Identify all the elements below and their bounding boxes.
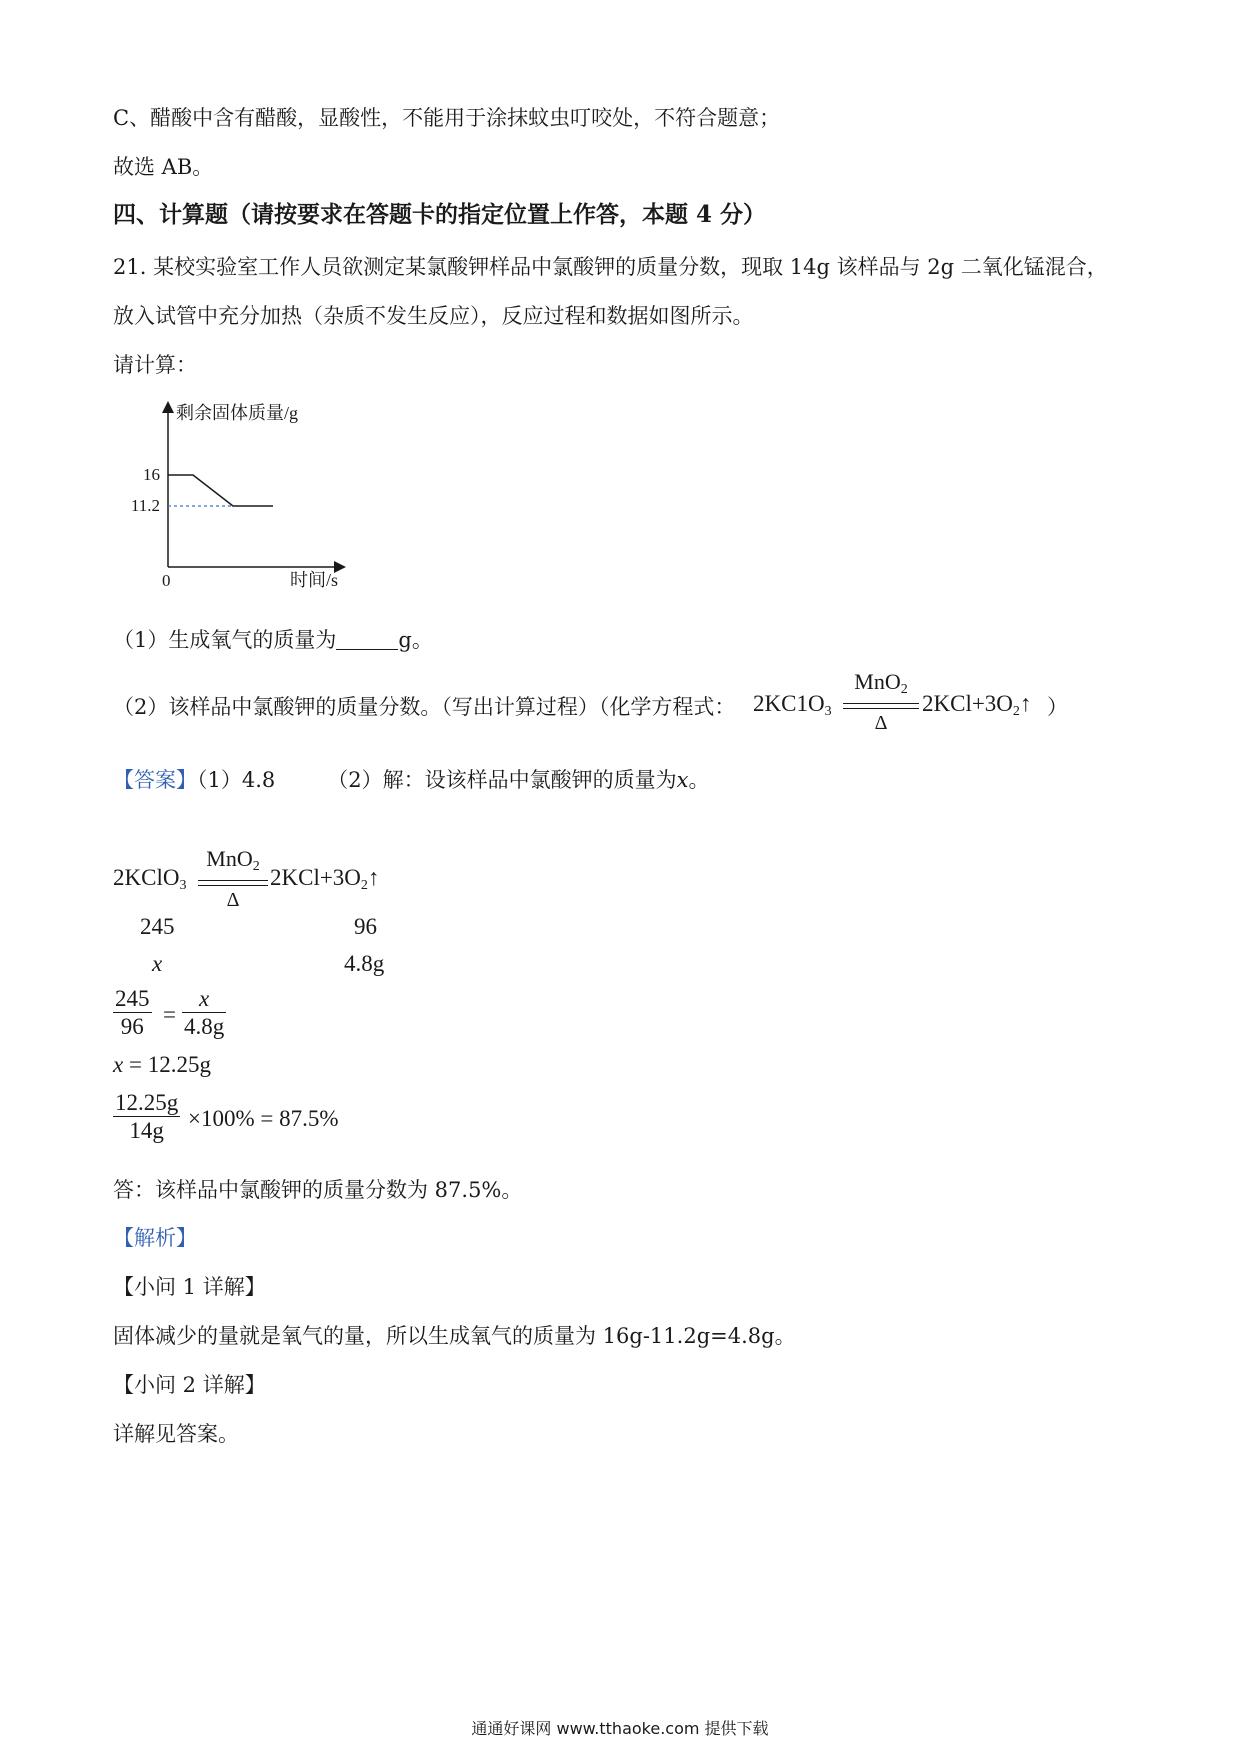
answer-part-2: （2）解：设该样品中氯酸钾的质量为 [327, 768, 677, 792]
analysis-q1-text: 固体减少的量就是氧气的量，所以生成氧气的质量为 16g-11.2g=4.8g。 [113, 1324, 796, 1348]
sub-question-1 [113, 626, 433, 654]
option-c-text: C、醋酸中含有醋酸，显酸性，不能用于涂抹蚊虫叮咬处，不符合题意； [113, 106, 781, 130]
y-axis-label: 剩余固体质量/g [176, 403, 299, 423]
answer-variable: x [676, 768, 689, 792]
answer-tag: 【答案】 [113, 768, 197, 792]
choice-text: 故选 AB。 [113, 155, 214, 179]
mass-curve [168, 475, 273, 506]
x-value-line: x = 12.25g [113, 1052, 211, 1077]
sub-question-1-prefix: （1）生成氧气的质量为 [113, 628, 337, 652]
solution-condition: MnO$_2$ Δ [198, 846, 268, 914]
section-heading: 四、计算题（请按要求在答题卡的指定位置上作答，本题 4 分） [113, 201, 767, 228]
answer-line: 【答案】（1）4.8 （2）解：设该样品中氯酸钾的质量为x。 [113, 768, 710, 792]
answer-part-1: （1）4.8 [197, 768, 276, 792]
answer-blank [336, 629, 398, 650]
page-footer: 通通好课网 www.tthaoke.com 提供下载 [471, 1719, 769, 1738]
y-tick-label-16: 16 [143, 465, 160, 484]
analysis-q1-title: 【小问 1 详解】 [113, 1275, 266, 1299]
mass-time-chart [120, 395, 360, 605]
sub-question-1-suffix: g。 [398, 628, 433, 652]
question-21-line-2: 放入试管中充分加热（杂质不发生反应），反应过程和数据如图所示。 [113, 304, 754, 328]
x-axis-label: 时间/s [290, 570, 339, 590]
solution-mr-left: 245 [140, 914, 175, 939]
solution-product: $2KCl+3O_2↑$ [270, 865, 380, 893]
equation-product: $2KCl+3O_2↑$ [922, 691, 1032, 719]
analysis-tag: 【解析】 [113, 1226, 197, 1250]
solution-reactant: 2KClO$_3$ [113, 865, 187, 893]
origin-label: 0 [162, 571, 171, 590]
equation-close-paren: ） [1047, 695, 1068, 719]
analysis-q2-title: 【小问 2 详解】 [113, 1373, 266, 1397]
conclusion-text: 答：该样品中氯酸钾的质量分数为 87.5%。 [113, 1178, 523, 1202]
y-tick-label-11-2: 11.2 [130, 496, 160, 515]
equation-reactant: $2KC1O_3$ [753, 691, 832, 719]
equation-condition: MnO$_2$ Δ [843, 669, 919, 737]
solution-mr-right: 96 [354, 914, 377, 939]
percentage-result: ×100% = 87.5% [188, 1106, 339, 1131]
ratio-left-fraction: 245 96 [115, 986, 150, 1039]
analysis-q2-text: 详解见答案。 [113, 1422, 239, 1446]
solution-var-left: x [152, 951, 163, 976]
please-calculate-text: 请计算： [113, 353, 197, 377]
solution-mass-right: 4.8g [344, 951, 385, 976]
ratio-equals: = [163, 1002, 176, 1027]
ratio-right-fraction: x 4.8g [184, 986, 225, 1039]
sub-question-2-text: （2）该样品中氯酸钾的质量分数。（写出计算过程）（化学方程式： [113, 695, 736, 719]
question-21-line-1: 21. 某校实验室工作人员欲测定某氯酸钾样品中氯酸钾的质量分数，现取 14g 该样品与 2g 二氧化锰混合， [113, 255, 1108, 279]
percentage-fraction: 12.25g 14g [115, 1090, 179, 1143]
